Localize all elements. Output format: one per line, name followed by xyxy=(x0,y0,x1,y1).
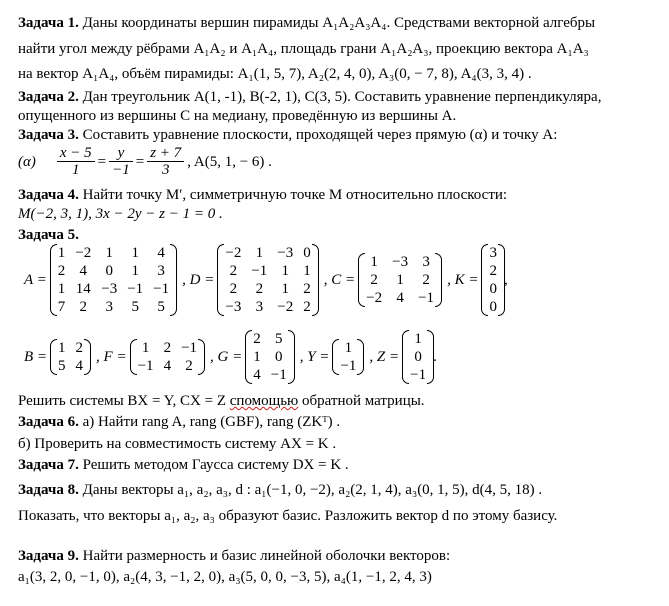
task2-line2 xyxy=(18,107,456,125)
matrix-cell: 2 xyxy=(370,272,378,288)
matrix-cell: 3 xyxy=(157,263,165,279)
task8-line2 xyxy=(18,507,557,525)
matrix-cell: 4 xyxy=(396,290,404,306)
row1-comma: , xyxy=(503,271,508,288)
matrix-row xyxy=(53,357,88,375)
matrix-cell: −1 xyxy=(340,358,357,374)
task1-text-1: Даны координаты вершин пирамиды A₁A₂A₃A₄. Средствами векторной алгебры xyxy=(82,15,596,31)
task1-text-3: на вектор A₁A₄, объём пирамиды: A₁(1, 5, 7), A₂(2, 4, 0), A₃(0, − 7, 8), A₄(3, 3, 4) . xyxy=(18,66,532,82)
matrix-G-table xyxy=(248,330,291,384)
task6-text-b: б) Проверить на совместимость систему AX = K . xyxy=(18,436,337,452)
task5-solve-pre: Решить системы BX = Y, CX = Z xyxy=(18,393,230,409)
matrix-row xyxy=(484,244,502,262)
matrix-B-table xyxy=(53,339,88,375)
matrix-cell: 4 xyxy=(163,358,172,374)
matrix-cell: 1 xyxy=(57,281,66,297)
matrix-cell: 1 xyxy=(255,245,264,261)
matrix-row xyxy=(248,330,291,348)
matrix-D-table xyxy=(220,244,315,316)
task4-text-1: Найти точку M′, симметричную точке M относительно плоскости: xyxy=(82,187,508,203)
task2-line1 xyxy=(18,88,601,106)
matrix-cell: 7 xyxy=(57,299,66,315)
matrix-cell: 2 xyxy=(229,263,238,279)
matrix-cell: 0 xyxy=(105,263,113,279)
matrix-cell: 1 xyxy=(131,245,139,261)
matrix-cell: 4 xyxy=(253,367,261,383)
task4-text-2: M(−2, 3, 1), 3x − 2y − z − 1 = 0 . xyxy=(18,206,223,222)
task9-line1 xyxy=(18,547,450,565)
matrix-cell: −2 xyxy=(277,299,294,315)
matrix-cell: 2 xyxy=(79,299,87,315)
matrix-K-name: , K = xyxy=(447,271,479,288)
matrix-row xyxy=(248,348,291,366)
fraction-x-num: x − 5 xyxy=(57,145,95,162)
matrix-row xyxy=(361,289,439,307)
matrix-cell: 0 xyxy=(414,349,422,365)
matrix-cell: −1 xyxy=(127,281,144,297)
matrix-cell: −1 xyxy=(181,340,198,356)
matrix-F-name: , F = xyxy=(96,348,127,365)
matrix-cell: 2 xyxy=(253,331,261,347)
matrix-cell: 4 xyxy=(79,263,87,279)
matrix-cell: 3 xyxy=(422,254,430,270)
task6-line2 xyxy=(18,435,336,453)
matrix-cell: −1 xyxy=(251,263,268,279)
matrix-cell: 2 xyxy=(229,281,238,297)
matrix-row xyxy=(405,330,431,348)
matrix-K-table xyxy=(484,244,502,316)
task2-text-2: опущенного из вершины C на медиану, проведённую из вершины A. xyxy=(18,108,457,124)
matrix-row xyxy=(248,366,291,384)
matrix-G xyxy=(248,330,291,384)
matrix-row xyxy=(484,262,502,280)
matrix-cell: −1 xyxy=(153,281,170,297)
matrix-row xyxy=(220,262,315,280)
matrix-row xyxy=(335,357,361,375)
matrix-cell: 3 xyxy=(489,245,497,261)
matrix-cell: 1 xyxy=(141,340,150,356)
matrix-cell: 2 xyxy=(303,281,311,297)
matrix-Y-name: , Y = xyxy=(299,348,330,365)
task8-text-1: Даны векторы a₁, a₂, a₃, d : a₁(−1, 0, −2), a₂(2, 1, 4), a₃(0, 1, 5), d(4, 5, 18) . xyxy=(82,482,543,498)
row2-dot: . xyxy=(433,348,437,365)
matrix-row xyxy=(53,298,174,316)
matrix-cell: 1 xyxy=(281,281,290,297)
fraction-x xyxy=(57,145,95,178)
matrix-row xyxy=(405,366,431,384)
matrix-Y xyxy=(335,339,361,375)
matrix-D-name: , D = xyxy=(182,271,215,288)
matrices-row-1 xyxy=(18,244,508,316)
matrix-cell: 0 xyxy=(489,299,497,315)
matrix-cell: −2 xyxy=(225,245,242,261)
fraction-y xyxy=(109,145,133,178)
matrix-cell: 2 xyxy=(303,299,311,315)
matrix-Z xyxy=(405,330,431,384)
matrix-cell: 14 xyxy=(75,281,91,297)
task1-text-2: найти угол между рёбрами A₁A₂ и A₁A₄, площадь грани A₁A₂A₃, проекцию вектора A₁A₃ xyxy=(18,41,589,57)
matrix-Y-table xyxy=(335,339,361,375)
matrix-row xyxy=(53,244,174,262)
task3-label: Задача 3. xyxy=(18,127,79,143)
matrix-cell: 2 xyxy=(255,281,264,297)
matrix-cell: 0 xyxy=(274,349,283,365)
matrix-cell: 2 xyxy=(75,340,84,356)
fraction-y-num: y xyxy=(109,145,133,162)
matrix-cell: 1 xyxy=(58,340,66,356)
matrix-cell: 2 xyxy=(422,272,430,288)
matrix-cell: −1 xyxy=(410,367,427,383)
task9-label: Задача 9. xyxy=(18,548,79,564)
matrix-C xyxy=(361,253,439,307)
matrix-Z-name: , Z = xyxy=(369,348,400,365)
task1-line3 xyxy=(18,65,532,83)
matrix-row xyxy=(335,339,361,357)
matrix-row xyxy=(133,357,202,375)
task4-line1 xyxy=(18,186,507,204)
task5-label: Задача 5. xyxy=(18,227,79,243)
task4-line2 xyxy=(18,205,223,223)
task3-line2: (α) $\frac{x - 5}{1}$ = $\frac{y}{-1}$ = $\frac{z + 7}{3}$ , A(5, 1, − 6) . xyxy=(18,145,272,178)
matrices-row-2 xyxy=(18,330,437,384)
matrix-cell: 1 xyxy=(303,263,311,279)
matrix-row xyxy=(484,280,502,298)
task7-label: Задача 7. xyxy=(18,457,79,473)
matrix-cell: −3 xyxy=(225,299,242,315)
fraction-y-den: −1 xyxy=(112,162,130,178)
fraction-z-num: z + 7 xyxy=(147,145,184,162)
task9-line2 xyxy=(18,568,432,586)
matrix-cell: 2 xyxy=(163,340,172,356)
matrix-cell: −2 xyxy=(75,245,92,261)
task7-text: Решить методом Гаусса систему DX = K . xyxy=(82,457,349,473)
task4-label: Задача 4. xyxy=(18,187,79,203)
matrix-row xyxy=(53,280,174,298)
fraction-x-den: 1 xyxy=(72,162,80,178)
matrix-cell: −1 xyxy=(270,367,287,383)
matrix-A xyxy=(53,244,174,316)
matrix-cell: 1 xyxy=(396,272,404,288)
task2-text-1: Дан треугольник A(1, -1), B(-2, 1), C(3, 5). Составить уравнение перпендикуляра, xyxy=(82,89,602,105)
task5-solve xyxy=(18,392,425,410)
matrix-K xyxy=(484,244,502,316)
task1-line1 xyxy=(18,14,595,32)
task9-text-2: a₁(3, 2, 0, −1, 0), a₂(4, 3, −1, 2, 0), a₃(5, 0, 0, −3, 5), a₄(1, −1, 2, 4, 3) xyxy=(18,569,432,585)
matrix-cell: 5 xyxy=(274,331,283,347)
matrix-cell: 5 xyxy=(58,358,66,374)
task1-label: Задача 1. xyxy=(18,15,79,31)
matrix-cell: 3 xyxy=(105,299,113,315)
matrix-C-name: , C = xyxy=(323,271,356,288)
task3-alpha: (α) xyxy=(18,153,36,170)
matrix-cell: 1 xyxy=(414,331,422,347)
matrix-cell: −3 xyxy=(392,254,409,270)
matrix-row xyxy=(53,339,88,357)
matrix-cell: 1 xyxy=(57,245,66,261)
matrix-B xyxy=(53,339,88,375)
matrix-Z-table xyxy=(405,330,431,384)
matrix-row xyxy=(53,262,174,280)
matrix-cell: 1 xyxy=(344,340,353,356)
matrix-D xyxy=(220,244,315,316)
task5-line1 xyxy=(18,226,79,244)
task5-solve-post: обратной матрицы. xyxy=(298,393,425,409)
matrix-row xyxy=(220,244,315,262)
matrix-F xyxy=(133,339,202,375)
fraction-z xyxy=(147,145,184,178)
task7-line xyxy=(18,456,349,474)
matrix-A-name: A = xyxy=(24,271,47,288)
matrix-cell: −2 xyxy=(366,290,383,306)
matrix-cell: 1 xyxy=(253,349,261,365)
task5-solve-underlined: спомощью xyxy=(229,393,299,409)
matrix-cell: 0 xyxy=(303,245,311,261)
matrix-row xyxy=(361,271,439,289)
matrix-cell: 2 xyxy=(185,358,193,374)
task1-line2 xyxy=(18,40,589,58)
matrix-C-table xyxy=(361,253,439,307)
task2-label: Задача 2. xyxy=(18,89,79,105)
task6-line1 xyxy=(18,413,340,431)
task8-text-2: Показать, что векторы a₁, a₂, a₃ образуют базис. Разложить вектор d по этому базису. xyxy=(18,508,558,524)
task6-text-a: а) Найти rang A, rang (GBF), rang (ZKᵀ) . xyxy=(82,414,341,430)
matrix-F-table xyxy=(133,339,202,375)
matrix-row xyxy=(361,253,439,271)
matrix-row xyxy=(220,280,315,298)
matrix-cell: 2 xyxy=(489,263,497,279)
matrix-A-table xyxy=(53,244,174,316)
matrix-cell: 4 xyxy=(157,245,165,261)
matrix-cell: 2 xyxy=(57,263,66,279)
matrix-cell: 3 xyxy=(255,299,264,315)
matrix-row xyxy=(405,348,431,366)
matrix-cell: −3 xyxy=(277,245,294,261)
matrix-cell: −1 xyxy=(137,358,154,374)
task3-text-1: Составить уравнение плоскости, проходящей через прямую (α) и точку A: xyxy=(82,127,558,143)
matrix-row xyxy=(220,298,315,316)
task9-text-1: Найти размерность и базис линейной оболочки векторов: xyxy=(82,548,451,564)
matrix-cell: 4 xyxy=(75,358,84,374)
matrix-row xyxy=(133,339,202,357)
matrix-G-name: , G = xyxy=(210,348,243,365)
task6-label: Задача 6. xyxy=(18,414,79,430)
matrix-B-name: B = xyxy=(24,348,48,365)
matrix-cell: 1 xyxy=(281,263,290,279)
matrix-row xyxy=(484,298,502,316)
matrix-cell: 1 xyxy=(131,263,139,279)
task3-point: , A(5, 1, − 6) . xyxy=(187,153,272,170)
matrix-cell: −3 xyxy=(101,281,118,297)
matrix-cell: 5 xyxy=(131,299,139,315)
matrix-cell: 1 xyxy=(105,245,113,261)
fraction-z-den: 3 xyxy=(161,162,170,178)
matrix-cell: 1 xyxy=(370,254,378,270)
task3-line1 xyxy=(18,126,557,144)
matrix-cell: 0 xyxy=(489,281,497,297)
matrix-cell: −1 xyxy=(418,290,435,306)
task8-label: Задача 8. xyxy=(18,482,79,498)
task8-line1 xyxy=(18,481,542,499)
matrix-cell: 5 xyxy=(157,299,165,315)
